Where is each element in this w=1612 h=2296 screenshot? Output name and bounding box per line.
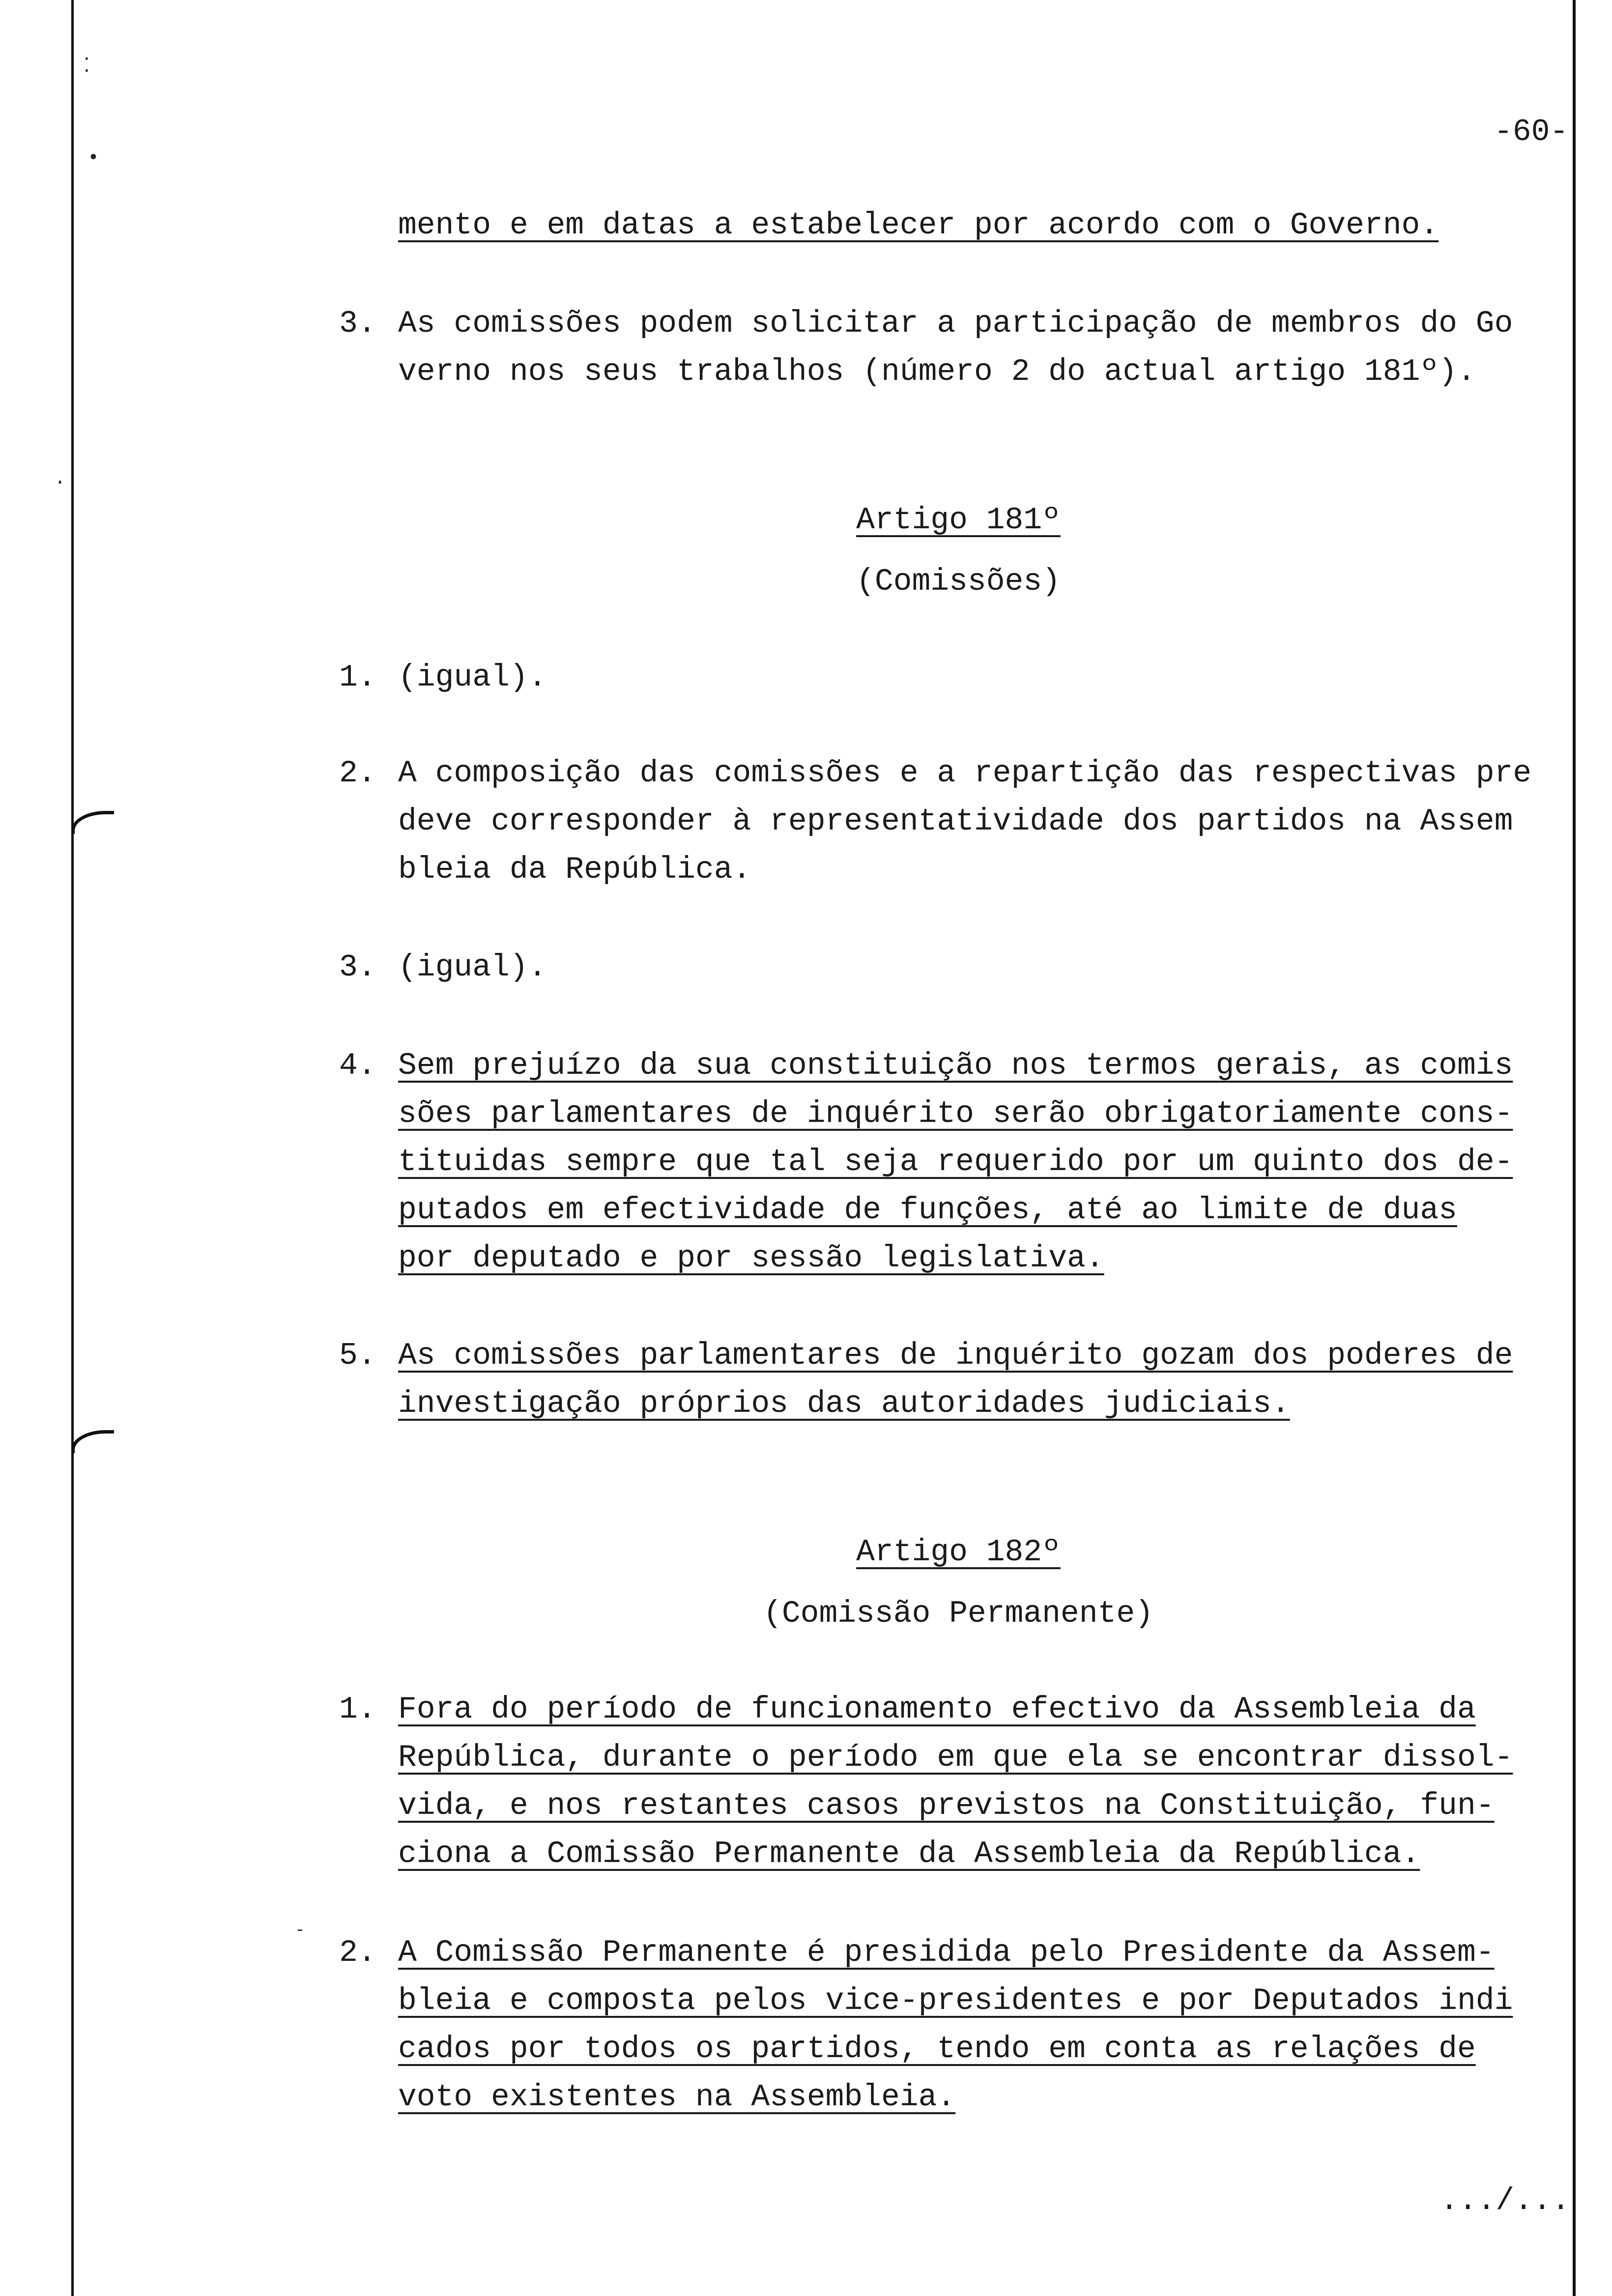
item-line: A Comissão Permanente é presidida pelo Presidente da Assem- [398, 1935, 1495, 1970]
article-subtitle: (Comissão Permanente) [763, 1596, 1153, 1631]
item-number: 3. [339, 306, 376, 341]
item-line: deve corresponder à representatividade dos partidos na Assem [398, 804, 1513, 839]
item-line: por deputado e por sessão legislativa. [398, 1241, 1104, 1276]
article-title: Artigo 181º [856, 503, 1061, 538]
binding-curve-mark [71, 811, 114, 834]
item-line: A composição das comissões e a repartição das respectivas pre [398, 756, 1532, 791]
left-border-line [71, 0, 74, 2296]
item-line: As comissões parlamentares de inquérito gozam dos poderes de [398, 1338, 1513, 1373]
item-number: 3. [339, 950, 376, 985]
punch-mark: • [87, 147, 100, 170]
item-line: (igual). [398, 660, 547, 695]
item-line: As comissões podem solicitar a participação de membros do Go [398, 306, 1513, 341]
item-line: (igual). [398, 950, 547, 985]
item-number: 1. [339, 660, 376, 695]
punch-mark: ⁚ [84, 56, 90, 78]
item-number: 2. [339, 1935, 376, 1970]
item-line: vida, e nos restantes casos previstos na Constituição, fun- [398, 1788, 1495, 1823]
stray-mark: - [295, 1922, 305, 1940]
binding-curve-mark [71, 1430, 114, 1453]
item-line: voto existentes na Assembleia. [398, 2080, 956, 2115]
item-line: putados em efectividade de funções, até ao limite de duas [398, 1193, 1457, 1228]
continuation-mark: .../... [1440, 2183, 1570, 2218]
article-title: Artigo 182º [856, 1535, 1061, 1570]
article-subtitle: (Comissões) [856, 564, 1061, 599]
item-line: ciona a Comissão Permanente da Assembleia da República. [398, 1837, 1420, 1871]
item-line: bleia e composta pelos vice-presidentes e por Deputados indi [398, 1983, 1513, 2018]
item-number: 4. [339, 1048, 376, 1083]
item-number: 5. [339, 1338, 376, 1373]
page-number: -60- [1494, 115, 1569, 149]
item-line: bleia da República. [398, 852, 751, 887]
intro-line: mento e em datas a estabelecer por acordo com o Governo. [398, 208, 1439, 243]
item-line: Fora do período de funcionamento efectivo da Assembleia da [398, 1692, 1476, 1727]
item-line: investigação próprios das autoridades judiciais. [398, 1386, 1290, 1421]
item-line: Sem prejuízo da sua constituição nos termos gerais, as comis [398, 1048, 1513, 1083]
item-line: República, durante o período em que ela se encontrar dissol- [398, 1740, 1513, 1775]
right-border-line [1573, 0, 1576, 2296]
item-line: tituidas sempre que tal seja requerido por um quinto dos de- [398, 1145, 1513, 1179]
item-line: cados por todos os partidos, tendo em conta as relações de [398, 2032, 1476, 2066]
punch-mark: · [54, 472, 66, 494]
item-line: verno nos seus trabalhos (número 2 do actual artigo 181º). [398, 354, 1476, 389]
item-line: sões parlamentares de inquérito serão obrigatoriamente cons- [398, 1096, 1513, 1131]
item-number: 1. [339, 1692, 376, 1727]
item-number: 2. [339, 756, 376, 791]
